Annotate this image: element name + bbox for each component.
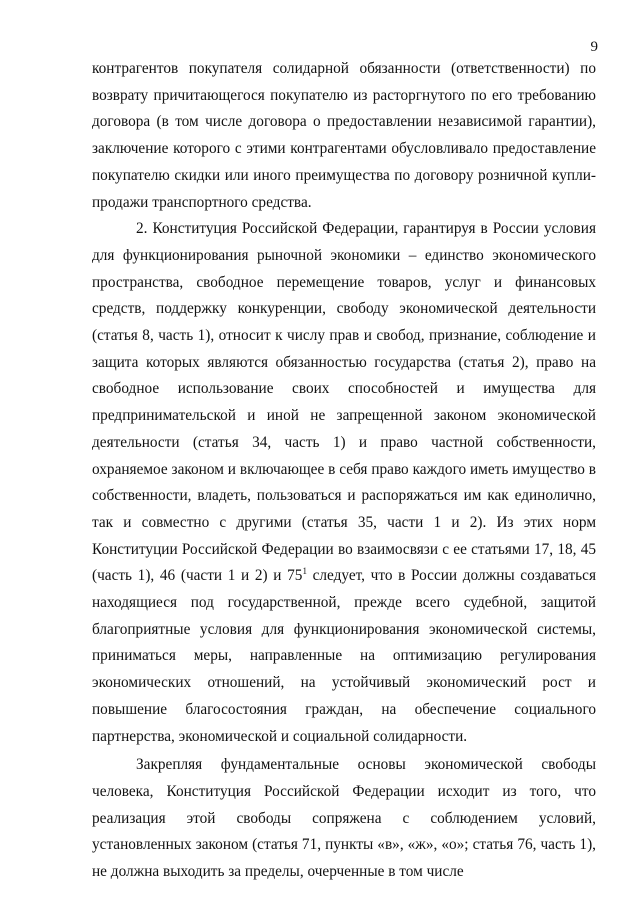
paragraph-economic-freedom: Закрепляя фундаментальные основы экономической свободы человека, Конституция Российской Федерации исходит из того, что реализация этой свободы сопряжена с соблюдением условий, установленных законом (статья 71, пункты «в», «ж», «о»; статья 76, часть 1), не должна выходить за пределы, очерченные в том числе <box>92 756 596 881</box>
paragraph-section-2-part-1: 2. Конституция Российской Федерации, гарантируя в России условия для функционирования рыночной экономики – единство экономического пространства, свободное перемещение товаров, услуг и финансовых средств, поддержку конкуренции, свободу экономической деятельности (статья 8, часть 1), относит к числу прав и свобод, признание, соблюдение и защита которых являются обязанностью государства (статья 2), право на свободное использование своих способностей и имущества для предпринимательской и иной не запрещенной законом экономической деятельности (статья 34, часть 1) и право частной собственности, охраняемое законом и включающее в себя право каждого иметь имущество в собственности, владеть, пользоваться и распоряжаться им как единолично, так и совместно с другими (статья 35, части 1 и 2). Из этих норм Конституции Российской Федерации во взаимосвязи с ее статьями 17, 18, 45 (часть 1), 46 (части 1 и 2) и 75 <box>92 220 596 585</box>
paragraph-section-2 <box>92 216 596 750</box>
paragraph-section-2-part-2: следует, что в России должны создаваться находящиеся под государственной, прежде всего судебной, защитой благоприятные условия для функционирования экономической системы, приниматься меры, направленные на оптимизацию регулирования экономических отношений, на устойчивый экономический рост и повышение благосостояния граждан, на обеспечение социального партнерства, экономической и социальной солидарности. <box>92 567 596 745</box>
page-number: 9 <box>590 39 598 55</box>
document-body <box>92 56 596 886</box>
paragraph-continuation: контрагентов покупателя солидарной обязанности (ответственности) по возврату причитающегося покупателю из расторгнутого по его требованию договора (в том числе договора о предоставлении независимой гарантии), заключение которого с этими контрагентами обусловливало предоставление покупателю скидки или иного преимущества по договору розничной купли-продажи транспортного средства. <box>92 60 596 211</box>
article-superscript: 1 <box>302 566 307 577</box>
